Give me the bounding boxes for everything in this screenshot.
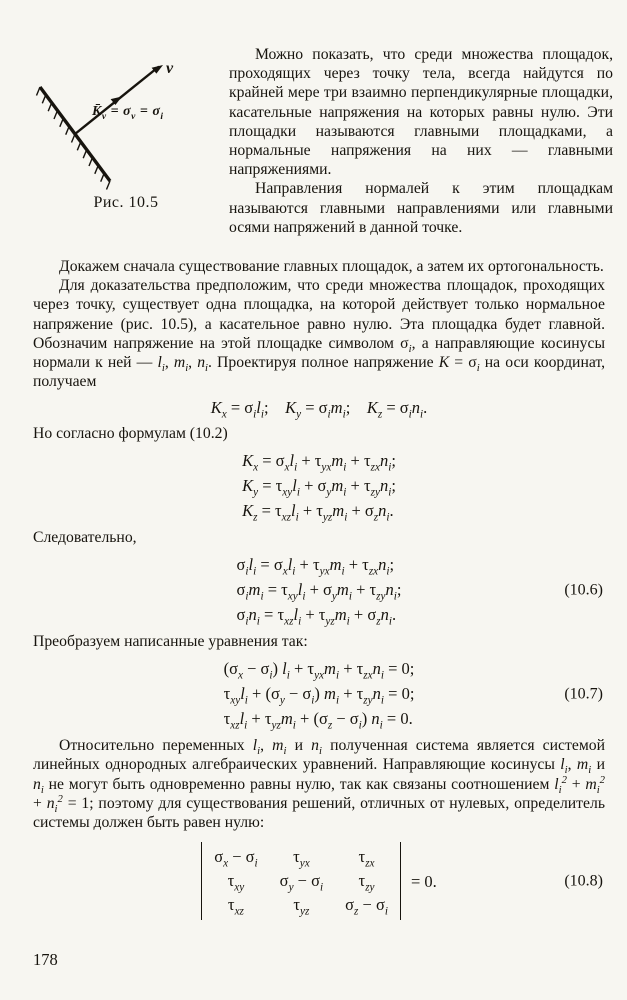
equation-10-8 (33, 842, 605, 920)
matrix-cell: $\sigma_x - \sigma_i$ (214, 847, 258, 870)
side-column (229, 45, 613, 237)
paragraph-but-formulas: Но согласно формулам (10.2) (33, 424, 228, 442)
stress-plane-drawing (28, 46, 230, 196)
determinant-matrix (201, 842, 401, 920)
equation-10-6-row: $\sigma_il_i = \sigma_xl_i + \tau_{yx}m_i + \tau_{zx}n_i$; (236, 555, 395, 578)
equation-10-6-row: $\sigma_in_i = \tau_{xz}l_i + \tau_{yz}m_i + \sigma_zn_i$. (236, 605, 397, 628)
paragraph-prove: Докажем сначала существование главных площадок, а затем их ортогональность. (59, 258, 604, 275)
equation-projection (33, 398, 605, 421)
figure-10-5 (28, 46, 230, 226)
paragraph-assume: Для доказательства предположим, что среди множества площадок, проходящих через точку, существует одна площадка, на которой действует только нормальное напряжение (рис. 10.5), а касательное равно нулю. Эта площадка будет главной. Обозначим напряжение на этой площадке символом $\sigma_i$, а направляющие косинусы нормали к ней — $l_i$, $m_i$, $n_i$. Проектируя полное напряжение $K = \sigma_i$ на оси координат, получаем (33, 277, 605, 391)
matrix-cell: $\tau_{xz}$ (227, 895, 244, 918)
paragraph-principal-directions: Направления нормалей к этим площадкам называются главными направлениями или главными осями напряжений в данной точке. (229, 180, 613, 236)
equation-k-row: $K_x = \sigma_xl_i + \tau_{yx}m_i + \tau_{zx}n_i$; (242, 450, 396, 474)
hatch-marks (37, 87, 111, 190)
matrix-cell: $\tau_{zy}$ (358, 871, 375, 894)
equation-k-row: $K_y = \tau_{xy}l_i + \sigma_ym_i + \tau_{zy}n_i$; (242, 475, 396, 499)
equation-number-10-7: (10.7) (564, 685, 603, 703)
main-column (33, 257, 605, 920)
matrix-cell: $\sigma_y - \sigma_i$ (279, 871, 324, 894)
figure-caption: Рис. 10.5 (93, 194, 159, 211)
matrix-cell: $\sigma_z - \sigma_i$ (345, 895, 388, 918)
normal-axis-label: ν (166, 60, 174, 77)
equation-10-7-row: $(\sigma_x - \sigma_i) l_i + \tau_{yx}m_i + \tau_{zx}n_i = 0$; (223, 659, 415, 682)
equation-10-6-row: $\sigma_im_i = \tau_{xy}l_i + \sigma_ym_i + \tau_{zy}n_i$; (236, 580, 402, 603)
page-number: 178 (33, 950, 58, 969)
paragraph-principal-planes: Можно показать, что среди множества площадок, проходящих через точку тела, всегда найдутся по крайней мере три взаимно перпендикулярные площадки, касательные напряжения на которых равны нулю. Эти площадки называются главными площадками, а нормальные напряжения на них — главными напряжениями. (229, 46, 613, 179)
matrix-cell: $\tau_{xy}$ (227, 871, 245, 894)
equation-number-10-6: (10.6) (564, 580, 603, 598)
determinant-rhs: = 0. (410, 871, 437, 891)
paragraph-transform: Преобразуем написанные уравнения так: (33, 633, 308, 651)
equation-number-10-8: (10.8) (564, 872, 603, 890)
matrix-cell: $\tau_{yx}$ (293, 847, 310, 870)
equation-system-k (33, 448, 605, 523)
matrix-cell: $\tau_{zx}$ (358, 847, 375, 870)
equation-10-6 (33, 552, 605, 627)
equation-10-7 (33, 656, 605, 731)
vector-equation-label: $K̄_\nu = \sigma_\nu = \sigma_i$ (92, 104, 164, 122)
matrix-cell: $\tau_{yz}$ (293, 895, 310, 918)
equation-10-7-row: $\tau_{xz}l_i + \tau_{yz}m_i + (\sigma_z - \sigma_i) n_i = 0$. (223, 709, 413, 732)
equation-10-7-row: $\tau_{xy}l_i + (\sigma_y - \sigma_i) m_i + \tau_{zy}n_i = 0$; (223, 684, 415, 707)
equation-k-row: $K_z = \tau_{xz}l_i + \tau_{yz}m_i + \sigma_zn_i$. (242, 500, 394, 524)
paragraph-hence: Следовательно, (33, 528, 137, 546)
paragraph-system: Относительно переменных $l_i$, $m_i$ и $n_i$ полученная система является системой линейных однородных алгебраических уравнений. Направляющие косинусы $l_i$, $m_i$ и $n_i$ не могут быть одновременно равны нулю, так как связаны соотношением $l_i^2 + m_i^2 + n_i^2 = 1$; поэтому для существования решений, отличных от нулевых, определитель системы должен быть равен нулю: (33, 737, 605, 832)
equation-projection-body: $K_x = \sigma_il_i$; $K_y = \sigma_im_i$; $K_z = \sigma_in_i$. (210, 398, 428, 421)
